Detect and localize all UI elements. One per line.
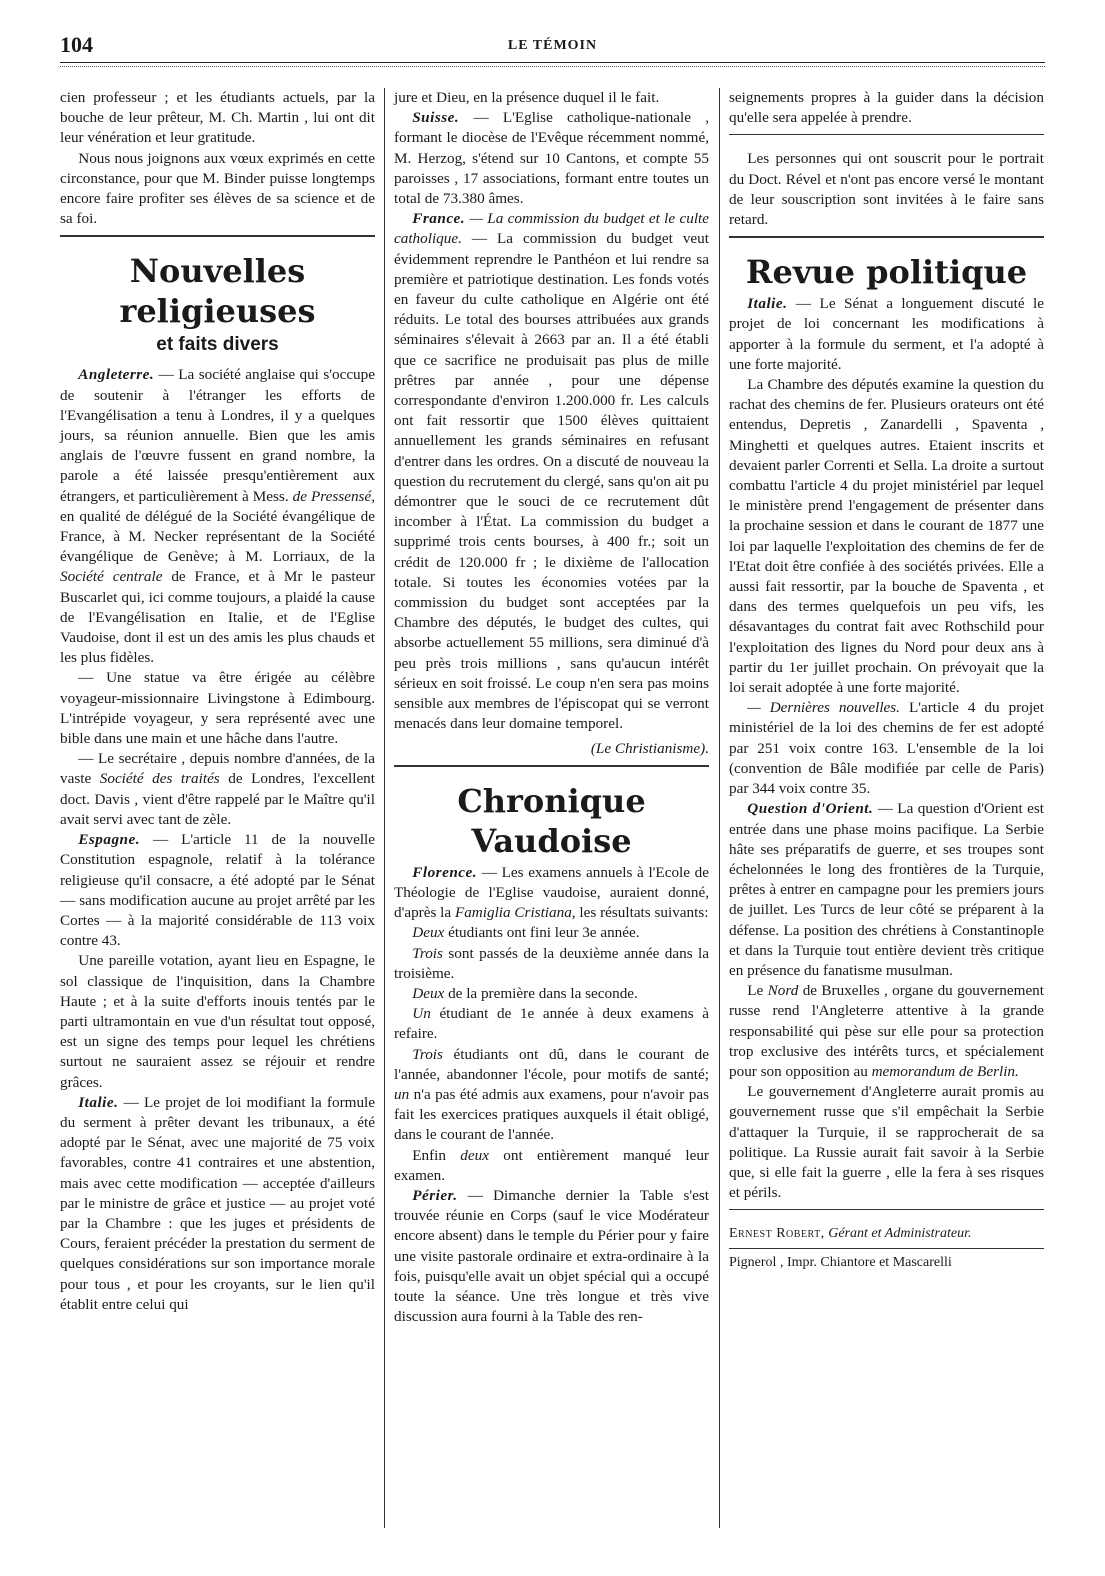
header-rule-dotted	[60, 66, 1045, 67]
journal-title: LE TÉMOIN	[507, 38, 598, 53]
page-header	[60, 32, 1045, 62]
article-keyword: Suisse.	[412, 109, 460, 127]
section-rule	[394, 765, 709, 767]
article-suisse: Suisse. — L'Eglise catholique-nationale , formant le diocèse de l'Evêque récemment nommé, M. Herzog, s'étend sur 10 Cantons, et compte 55 paroisses , 17 associations, formant entre toutes un total de 73.380 âmes.	[394, 109, 710, 208]
article-keyword: Florence.	[412, 863, 478, 881]
column-3	[729, 88, 1044, 1273]
article-orient: Question d'Orient. — La question d'Orient est entrée dans une phase moins pacifique. La Serbie hâte ses préparatifs de guerre, et ses troupes sont échelonnées le long des frontières de la Turquie, prêtes à entrer en campagne pour les premiers jours de juillet. Les Turcs de leur côté se préparent à la défense. La position des chrétiens à Constantinople et dans la Turquie tout entière devient très critique en présence du fanatisme musulman.	[729, 800, 1045, 979]
paragraph: Une pareille votation, ayant lieu en Espagne, le sol classique de l'inquisition, dans la Chambre Haute ; et à la suite d'efforts inouis tentés par le parti ultramontain en vue d'un résultat tout opposé, est un signe des temps pour lequel les chrétiens surtout ne sauraient assez se réjouir et rendre grâces.	[60, 952, 375, 1091]
section-title-nouvelles: Nouvelles religieuses	[119, 252, 316, 331]
column-divider	[719, 88, 720, 1528]
paragraph: jure et Dieu, en la présence duquel il le fait.	[394, 89, 660, 106]
rule	[729, 134, 1044, 135]
paragraph: — Une statue va être érigée au célèbre voyageur-missionnaire Livingstone à Edimbourg. L'intrépide voyageur, y sera représenté avec une bible dans une main et une hâche dans l'autre.	[60, 669, 375, 748]
paragraph: Nous nous joignons aux vœux exprimés en cette circonstance, pour que M. Binder puisse longtemps encore faire profiter ses élèves de sa science et de sa foi.	[60, 149, 375, 228]
article-keyword: Espagne.	[78, 831, 141, 849]
source-citation: (Le Christianisme).	[590, 739, 709, 757]
article-italie: Italie. — Le projet de loi modifiant la formule du serment à prêter devant les tribunaux, a été adopté par le Sénat, avec une majorité de 75 voix favorables, contre 41 contraires et une abstention, mais avec cette modification — acceptée d'ailleurs par le ministre de grâce et justice — au projet voté par la Chambre : que les juges et présidents de Cours, feraient précéder la prestation du serment de quelques considérations sur son importance morale pour tous , et pour les croyants, sur le lien qu'il établit entre celui qui	[60, 1093, 375, 1313]
paragraph: La Chambre des députés examine la question du rachat des chemins de fer. Plusieurs orateurs ont été entendus, Depretis , Zanardelli , Spaventa , Minghetti et quelques autres. Etaient inscrits et devaient parler Correnti et Sella. La droite a surtout combattu l'article 4 du projet ministériel par lequel le ministère prend l'engagement de présenter dans la prochaine session et dans le courant de 1877 une loi par laquelle l'exploitation des chemins de fer de l'Etat doit être confiée à des sociétés privées. Elle a aussi fait ressortir, par la bouche de Spaventa , et dans des termes quelquefois un peu vifs, les désavantages du contrat fait avec Rothschild pour l'exploitation des lignes du Nord pour deux ans à partir du 1er juillet prochain. On prévoyait que la loi serait adoptée à une forte majorité.	[729, 376, 1044, 697]
article-keyword: France.	[412, 210, 466, 228]
section-title-revue: Revue politique	[745, 253, 1028, 292]
article-keyword: Angleterre.	[78, 366, 155, 384]
column-1	[60, 88, 375, 1315]
article-keyword: Italie.	[747, 295, 788, 313]
column-2	[394, 88, 709, 1327]
imprint: Ernest Robert, Gérant et Administrateur. Pignerol , Impr. Chiantore et Mascarelli	[729, 1224, 1044, 1273]
section-rule	[60, 235, 375, 237]
list-item: Deux de la première dans la seconde.	[412, 984, 638, 1002]
manager-name: Ernest Robert,	[729, 1226, 825, 1242]
paragraph: Les personnes qui ont souscrit pour le portrait du Doct. Rével et n'ont pas encore versé le montant de leur souscription sont invitées à le faire sans retard.	[729, 150, 1044, 229]
list-item: Trois sont passés de la deuxième année dans la troisième.	[394, 944, 710, 982]
list-item: Un étudiant de 1e année à deux examens à refaire.	[394, 1005, 710, 1043]
article-france: France. — La commission du budget et le culte catholique. — La commission du budget veut évidemment reprendre le Panthéon et lui rendre sa première et patriotique destination. Les fonds votés en faveur du culte catholique en Algérie ont été réduits. Le total des bourses attribuées aux grands séminaires s'élevait à 2663 par an. Il a été établi que ce sacrifice ne produisait pas plus de mille prêtres par année , pour une dépense correspondante d'environ 1.200.000 fr. Les calculs ont fait ressortir que 1500 élèves quittaient annuellement les grands séminaires en refusant d'entrer dans les ordres. On a discuté de nouveau la question du recrutement du clergé, sans qu'on ait pu démontrer que le souci de ce recrutement dût incomber à l'État. La commission du budget a supprimé trois cents bourses, à 400 fr.; soit un crédit de 120.000 fr ; le dixième de l'allocation totale. Si toutes les économies votées par la commission du budget sont acceptées par la Chambre des députés, le budget des cultes, qui absorbe actuellement 55 millions, sera diminué d'à peu près trois millions , sans qu'aucun intérêt sérieux en soit froissé. Le coup n'en sera pas moins sensible aux membres de l'épiscopat qui se verront menacés dans leur domaine temporel.	[394, 210, 709, 733]
article-angleterre: Angleterre. — La société anglaise qui s'occupe de soutenir à l'étranger les efforts de l'Evangélisation a tenu à Londres, il y a quelques jours, sa réunion annuelle. Bien que les amis anglais de l'œuvre fussent en grand nombre, la parole a été laissée presqu'entièrement aux étrangers, et particulièrement à Mess. de Pressensé, en qualité de délégué de la Société évangélique de France, à M. Necker représentant de la Société évangélique de Genève; à M. Lorriaux, de la Société centrale de France, et à Mr le pasteur Buscarlet qui, ici comme toujours, a plaidé la cause de l'Evangélisation en Italie, et de l'Eglise Vaudoise, dont il est un des amis les plus chauds et les plus fidèles.	[60, 366, 376, 667]
page-number: 104	[60, 32, 93, 57]
printer-line: Pignerol , Impr. Chiantore et Mascarelli	[729, 1255, 952, 1271]
list-item: Trois étudiants ont dû, dans le courant de l'année, abandonner l'école, pour motifs de santé; un n'a pas été admis aux examens, pour n'avoir pas fait les exercices pratiques auxquels il était obligé, dans le courant de l'année.	[394, 1045, 710, 1144]
section-subtitle: et faits divers	[156, 334, 279, 356]
paragraph: — Le secrétaire , depuis nombre d'années, de la vaste Société des traités de Londres, l'excellent doct. Davis , vient d'être rappelé par le Maître qu'il avait servi avec tant de zèle.	[60, 750, 375, 828]
rule	[729, 1248, 1044, 1249]
column-divider	[384, 88, 385, 1528]
header-rule	[60, 62, 1045, 63]
paragraph: Le gouvernement d'Angleterre aurait promis au gouvernement russe que s'il empêchait la Serbie d'attaquer la Turquie, il se rapprocherait de sa politique. La Russie aurait fait savoir à la Serbie que, si elle fait la guerre , elle la fera à ses risques et périls.	[729, 1083, 1044, 1202]
article-italie-politique: Italie. — Le Sénat a longuement discuté le projet de loi concernant les modifications à apporter à la formule du serment, et l'a adopté à une forte majorité.	[729, 295, 1045, 373]
article-espagne: Espagne. — L'article 11 de la nouvelle Constitution espagnole, relatif à la tolérance religieuse qu'il consacre, a été adopté par le Sénat — sans modification aucune au projet arrêté par les Cortes — à la majorité considérable de 113 voix contre 43.	[60, 831, 376, 950]
paragraph: cien professeur ; et les étudiants actuels, par la bouche de leur prêteur, M. Ch. Martin , lui ont dit leur vénération et leur gratitude.	[60, 89, 375, 147]
section-rule	[729, 236, 1044, 238]
list-item: Deux étudiants ont fini leur 3e année.	[412, 924, 640, 942]
article-perier: Périer. — Dimanche dernier la Table s'est trouvée réunie en Corps (sauf le vice Modérateur encore absent) dans le temple du Périer pour y faire une visite pastorale ordinaire et extra-ordinaire à la fois, puisqu'elle avait un objet spécial qui a occupé toute la séance. Une très longue et très vive discussion aura fourni à la Table des ren-	[394, 1186, 709, 1326]
article-florence: Florence. — Les examens annuels à l'Ecole de Théologie de l'Eglise vaudoise, auraient donné, d'après la Famiglia Cristiana, les résultats suivants:	[394, 863, 709, 922]
article-keyword: Italie.	[78, 1093, 119, 1111]
paragraph: seignements propres à la guider dans la décision qu'elle sera appelée à prendre.	[729, 89, 1044, 127]
rule	[729, 1209, 1044, 1210]
article-keyword: Question d'Orient.	[747, 800, 874, 818]
section-title-chronique: Chronique Vaudoise	[457, 781, 646, 860]
paragraph: — Dernières nouvelles. L'article 4 du projet ministériel de la loi des chemins de fer est adopté par 251 voix contre 163. L'ensemble de la loi (convention de Bâle modifiée par celle de Paris) par 344 voix contre 35.	[729, 699, 1044, 798]
paragraph: Le Nord de Bruxelles , organe du gouvernement russe rend l'Angleterre attentive à la grande responsabilité qui pèse sur elle pour sa protection trop exclusive des intérêts turcs, et spécialement pour son opposition au memorandum de Berlin.	[729, 982, 1044, 1080]
list-item: Enfin deux ont entièrement manqué leur examen.	[394, 1146, 709, 1184]
article-keyword: Périer.	[412, 1186, 458, 1204]
